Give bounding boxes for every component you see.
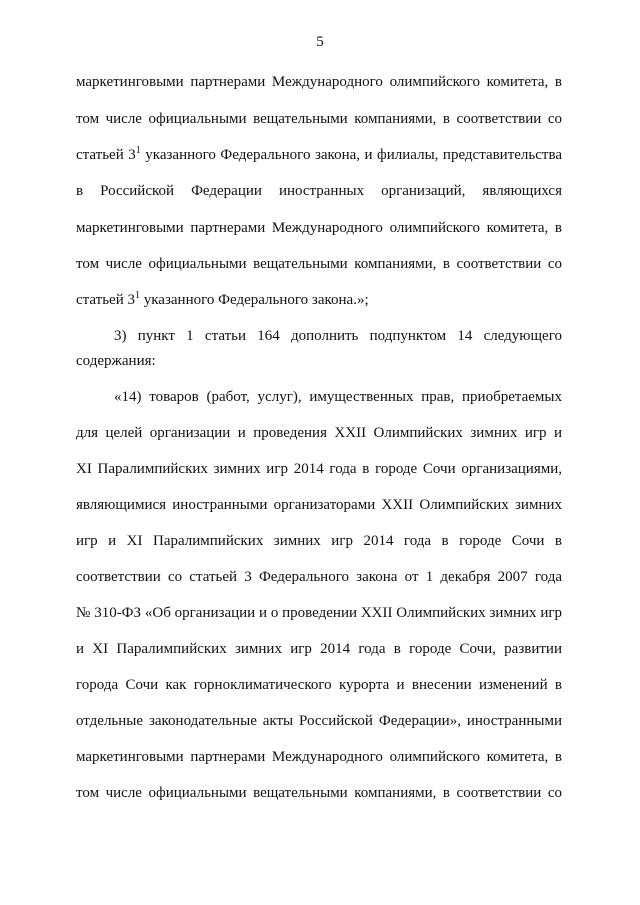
text-line: игр и XI Паралимпийских зимних игр 2014 года в городе Сочи в [76,533,562,549]
text-line: содержания: [76,353,156,369]
text-line: соответствии со статьей 3 Федерального закона от 1 декабря 2007 года [76,569,562,585]
text-line [76,291,562,309]
superscript: 1 [135,290,140,301]
text-line: том числе официальными вещательными компаниями, в соответствии со [76,256,562,272]
text-line: маркетинговыми партнерами Международного олимпийского комитета, в [76,749,562,765]
text-line: отдельные законодательные акты Российской Федерации», иностранными [76,713,562,729]
superscript: 1 [135,145,141,156]
text-line [76,146,562,164]
text-fragment: статьей 3 [76,292,135,308]
text-line: том числе официальными вещательными компаниями, в соответствии со [76,111,562,127]
text-fragment: указанного Федерального закона, и филиалы, представительства [140,147,563,163]
text-line: № 310-ФЗ «Об организации и о проведении XXII Олимпийских зимних игр [76,605,562,621]
text-line: в Российской Федерации иностранных организаций, являющихся [76,183,562,199]
text-line: «14) товаров (работ, услуг), имущественных прав, приобретаемых [114,389,562,405]
text-line: являющимися иностранными организаторами XXII Олимпийских зимних [76,497,562,513]
text-line: города Сочи как горноклиматического курорта и внесении изменений в [76,677,562,693]
text-line: для целей организации и проведения XXII Олимпийских зимних игр и [76,425,562,441]
page-number: 5 [316,34,324,50]
text-line: том числе официальными вещательными компаниями, в соответствии со [76,785,562,801]
text-line: 3) пункт 1 статьи 164 дополнить подпунктом 14 следующего [114,328,562,344]
text-fragment: указанного Федерального закона.»; [140,292,369,308]
text-fragment: статьей 3 [76,147,136,163]
text-line: XI Паралимпийских зимних игр 2014 года в городе Сочи организациями, [76,461,562,477]
text-line: маркетинговыми партнерами Международного олимпийского комитета, в [76,74,562,90]
text-line: маркетинговыми партнерами Международного олимпийского комитета, в [76,220,562,236]
text-line: и XI Паралимпийских зимних игр 2014 года в городе Сочи, развитии [76,641,562,657]
